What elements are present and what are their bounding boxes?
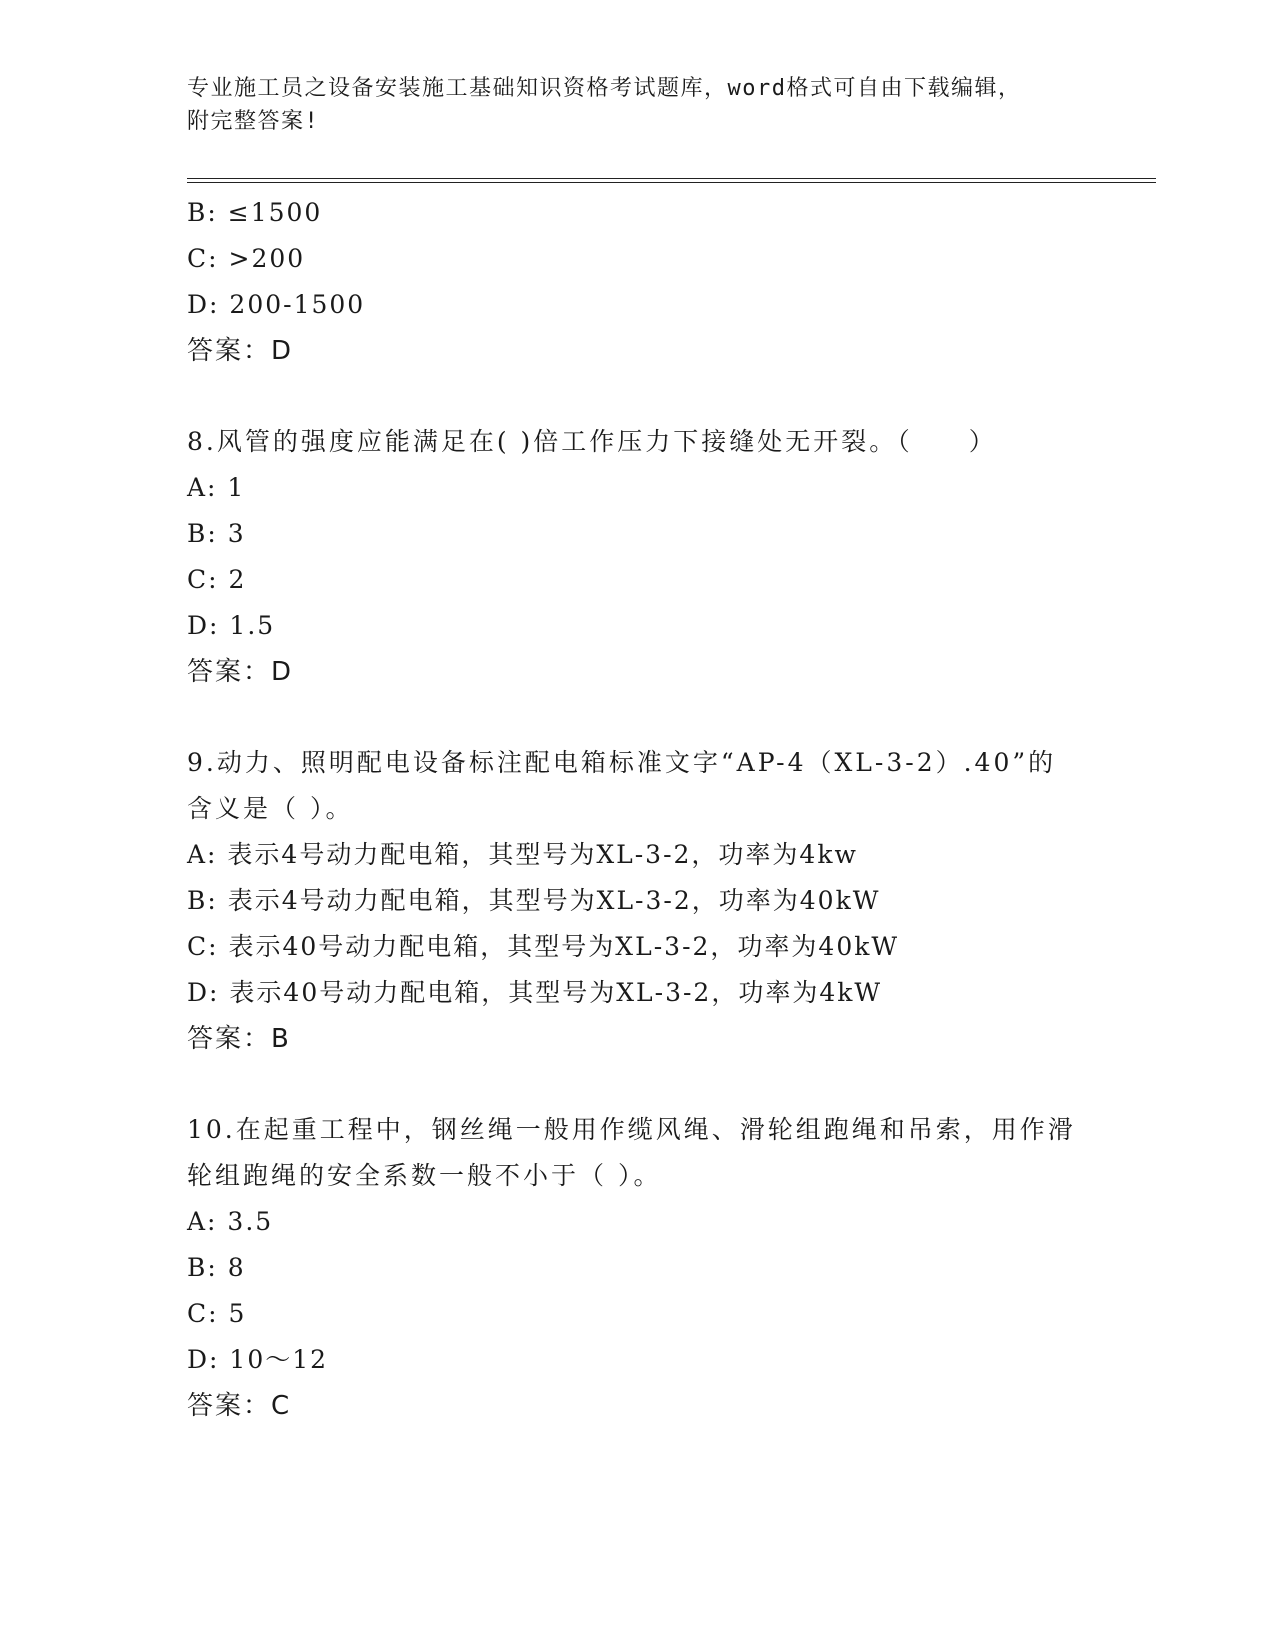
- question-10-block: [187, 1107, 1087, 1429]
- option-d: D: 10～12: [187, 1345, 329, 1374]
- spacer: [187, 695, 1087, 740]
- option-c: C: 2: [187, 565, 247, 594]
- option-d: D: 200-1500: [187, 290, 366, 319]
- header-line-1: 专业施工员之设备安装施工基础知识资格考试题库，word格式可自由下载编辑，: [187, 76, 1022, 101]
- partial-question-block: [187, 190, 1087, 374]
- question-8-block: [187, 419, 1087, 695]
- option-a: A: 3.5: [187, 1207, 274, 1236]
- option-d: D: 1.5: [187, 611, 276, 640]
- option-b: B: 3: [187, 519, 246, 548]
- spacer: [187, 1062, 1087, 1107]
- option-a: A: 表示4号动力配电箱，其型号为XL-3-2，功率为4kw: [187, 840, 858, 869]
- option-b: B: ≤1500: [187, 198, 323, 227]
- header-line-2: 附完整答案!: [187, 109, 320, 134]
- option-a: A: 1: [187, 473, 246, 502]
- answer-line: 答案：D: [187, 657, 294, 687]
- spacer: [187, 374, 1087, 419]
- document-body: [187, 190, 1087, 1429]
- question-9-block: [187, 740, 1087, 1062]
- option-b: B: 8: [187, 1253, 246, 1282]
- option-b: B: 表示4号动力配电箱，其型号为XL-3-2，功率为40kW: [187, 886, 881, 915]
- answer-line: 答案：B: [187, 1024, 291, 1054]
- option-d: D: 表示40号动力配电箱，其型号为XL-3-2，功率为4kW: [187, 978, 883, 1007]
- answer-line: 答案：D: [187, 336, 294, 366]
- option-c: C: 表示40号动力配电箱，其型号为XL-3-2，功率为40kW: [187, 932, 900, 961]
- question-stem: 9.动力、照明配电设备标注配电箱标准文字“AP-4（XL-3-2）.40”的含义是（ ）。: [187, 748, 1057, 823]
- option-c: C: 5: [187, 1299, 247, 1328]
- question-stem: 10.在起重工程中，钢丝绳一般用作缆风绳、滑轮组跑绳和吊索，用作滑轮组跑绳的安全系数一般不小于（ ）。: [187, 1115, 1076, 1190]
- header-double-rule: [187, 178, 1156, 183]
- page-header: [187, 72, 1087, 138]
- question-stem: 8.风管的强度应能满足在( )倍工作压力下接缝处无开裂。（ ）: [187, 427, 997, 456]
- option-c: C: >200: [187, 244, 306, 273]
- answer-line: 答案：C: [187, 1391, 292, 1421]
